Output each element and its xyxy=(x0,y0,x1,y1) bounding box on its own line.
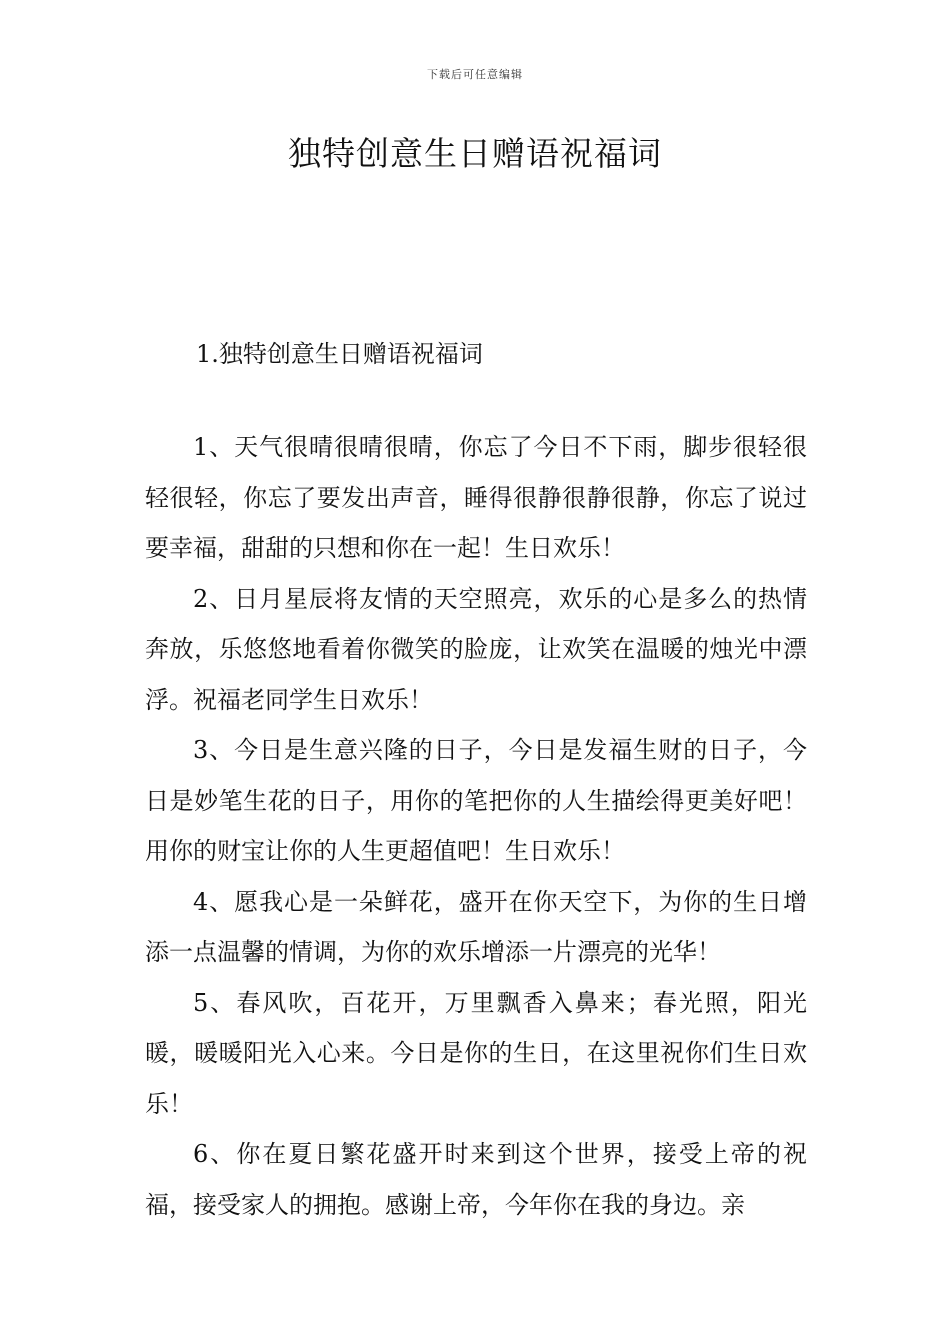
header-note: 下载后可任意编辑 xyxy=(427,68,523,81)
paragraph: 6、你在夏日繁花盛开时来到这个世界，接受上帝的祝福，接受家人的拥抱。感谢上帝，今年你在我的身边。亲 xyxy=(145,1140,807,1219)
paragraph: 3、今日是生意兴隆的日子，今日是发福生财的日子，今日是妙笔生花的日子，用你的笔把你的人生描绘得更美好吧！用你的财宝让你的人生更超值吧！生日欢乐！ xyxy=(145,736,807,865)
body-text xyxy=(145,422,807,1230)
paragraph: 1、天气很晴很晴很晴，你忘了今日不下雨，脚步很轻很轻很轻，你忘了要发出声音，睡得很静很静很静，你忘了说过要幸福，甜甜的只想和你在一起！生日欢乐！ xyxy=(145,433,807,562)
paragraph: 4、愿我心是一朵鲜花，盛开在你天空下，为你的生日增添一点温馨的情调，为你的欢乐增添一片漂亮的光华！ xyxy=(145,887,807,966)
paragraph: 2、日月星辰将友情的天空照亮，欢乐的心是多么的热情奔放，乐悠悠地看着你微笑的脸庞，让欢笑在温暖的烛光中漂浮。祝福老同学生日欢乐！ xyxy=(145,584,807,714)
paragraph: 5、春风吹，百花开，万里飘香入鼻来；春光照，阳光暖，暖暖阳光入心来。今日是你的生日，在这里祝你们生日欢乐！ xyxy=(145,988,807,1118)
section-heading: 1.独特创意生日赠语祝福词 xyxy=(196,340,483,368)
document-title: 独特创意生日赠语祝福词 xyxy=(288,134,662,173)
